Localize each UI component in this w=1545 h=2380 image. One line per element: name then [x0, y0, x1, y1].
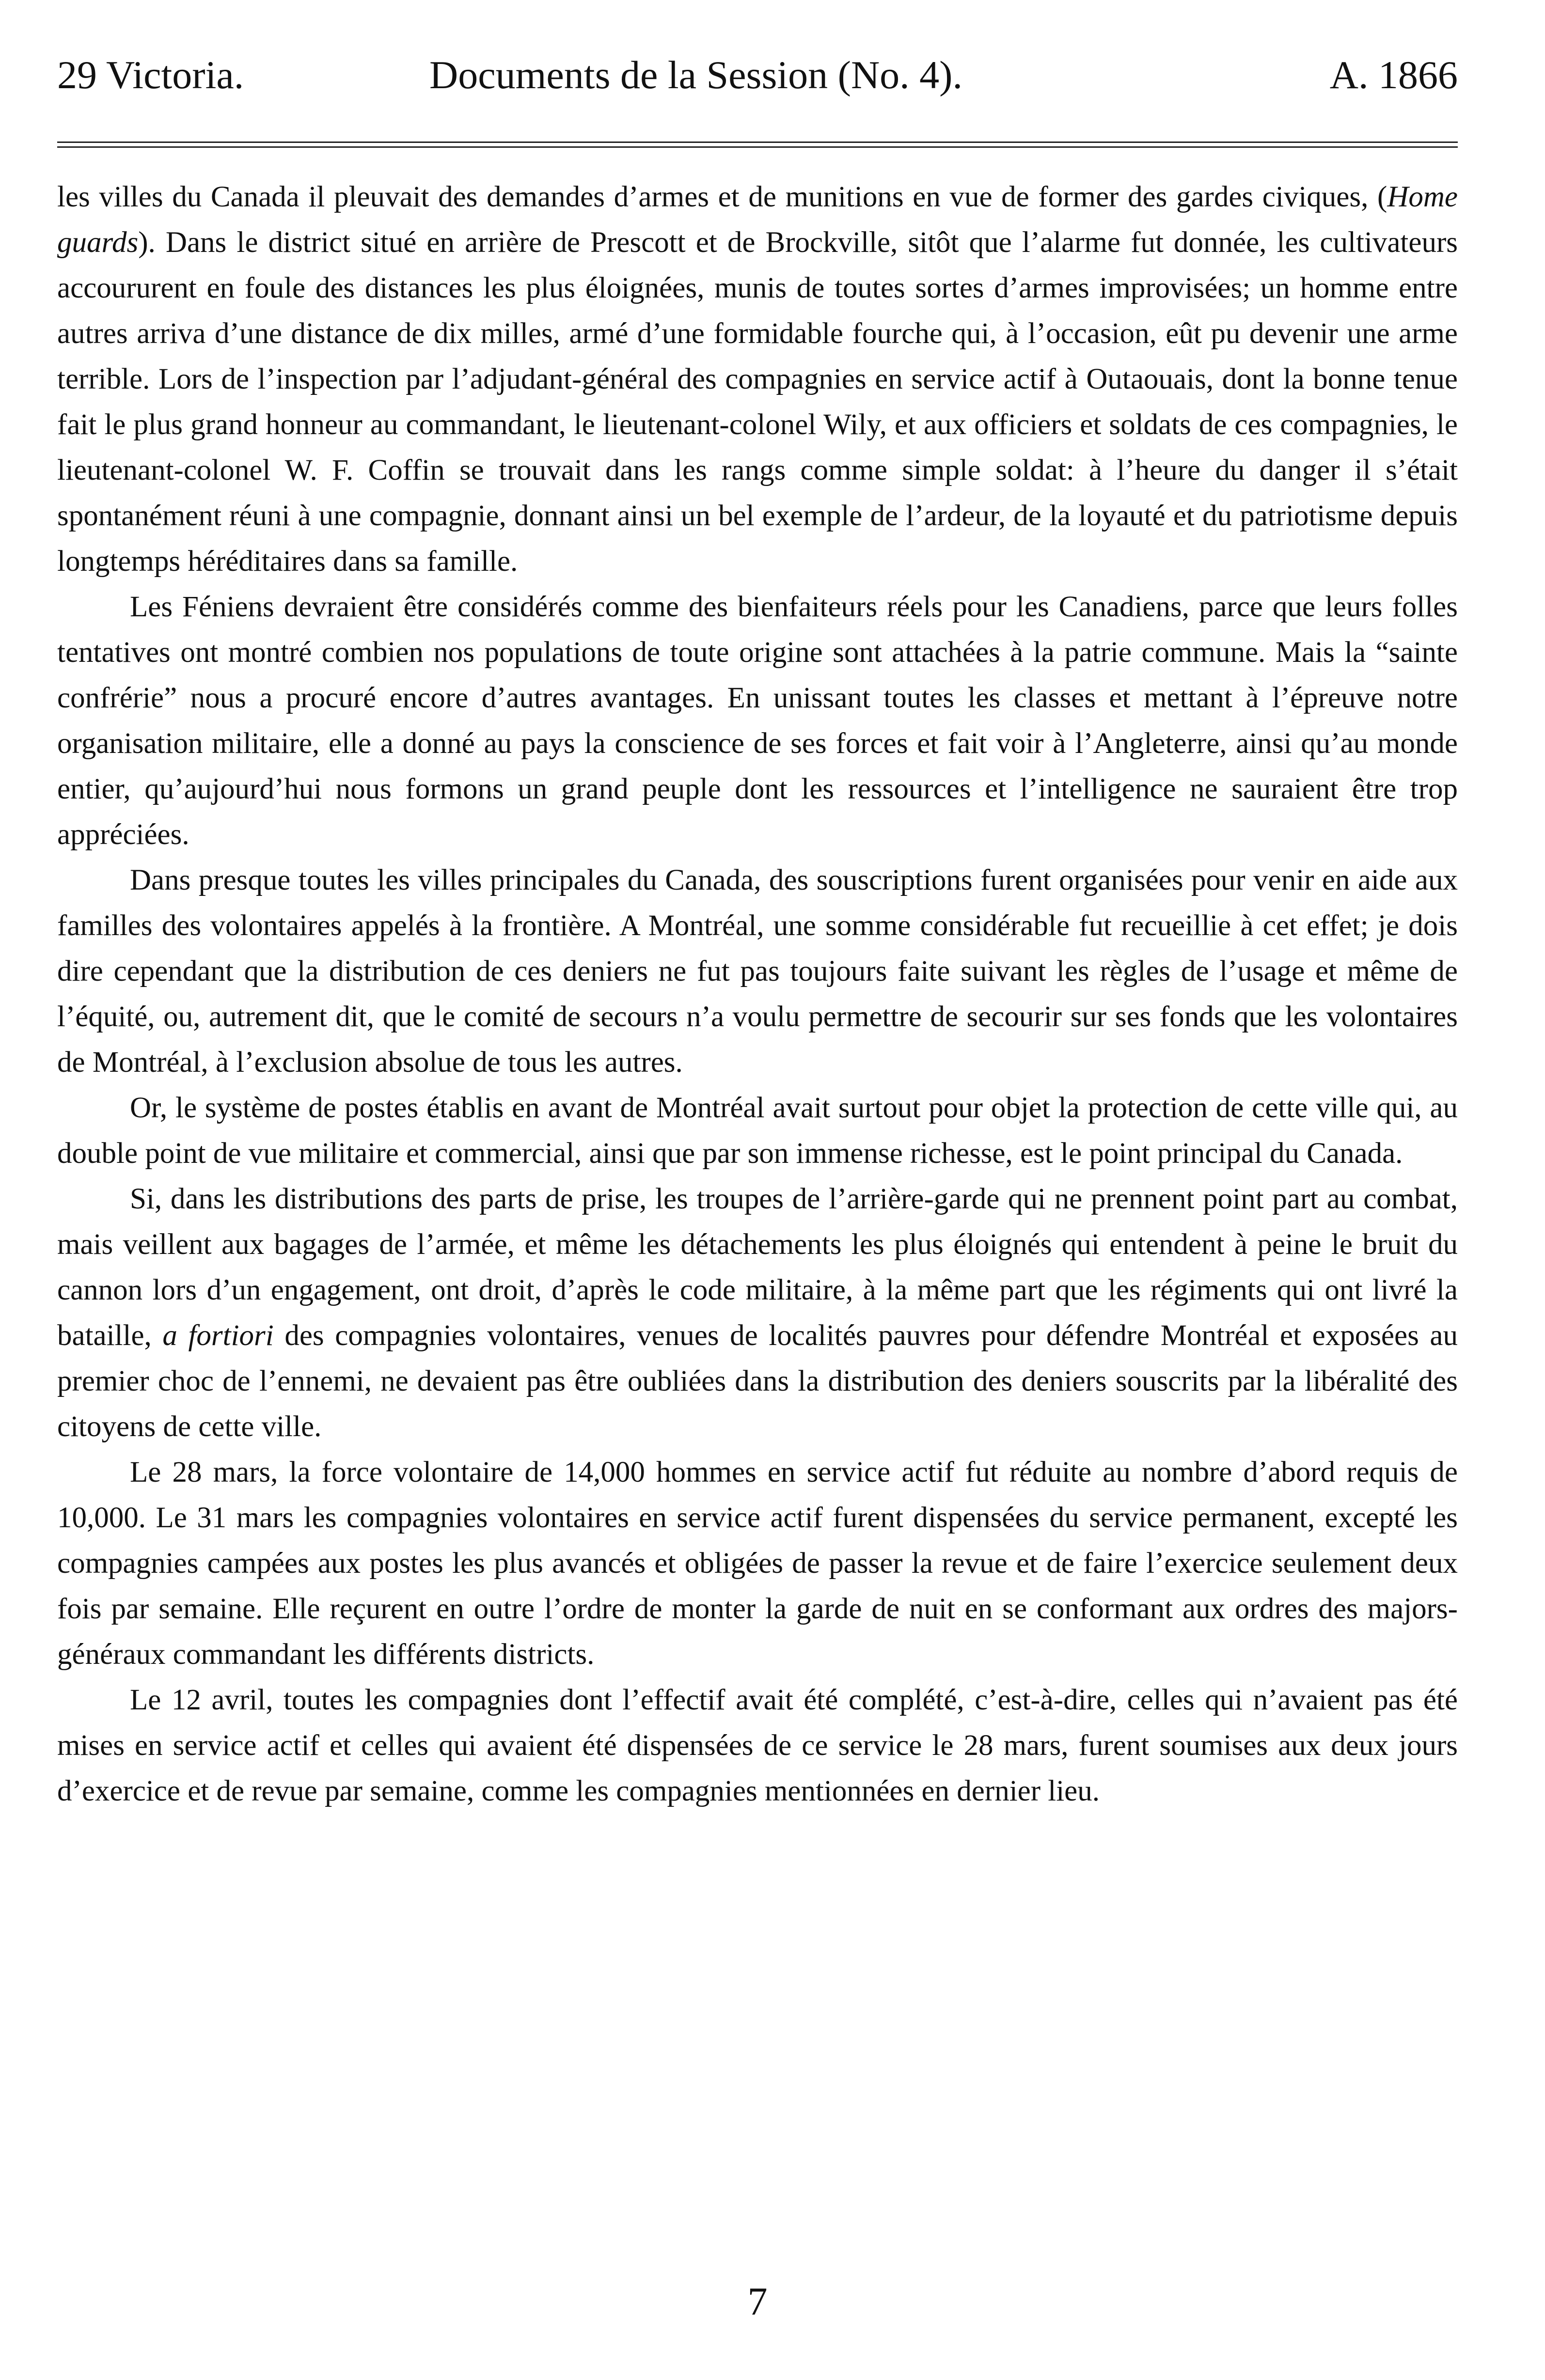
text-segment: Les Féniens devraient être considérés comme des bienfaiteurs réels pour les Canadiens, parce que leurs folles tentatives ont montré combien nos populations de toute origine sont attachées à la patrie commune. Mais la “sainte confrérie” nous a procuré encore d’autres avantages. En unissant toutes les classes et mettant à l’épreuve notre organisation militaire, elle a donné au pays la conscience de ses forces et fait voir à l’Angleterre, ainsi qu’au monde entier, qu’aujourd’hui nous formons un grand peuple dont les ressources et l’intelligence ne sauraient être trop appréciées.	[57, 591, 1458, 851]
paragraph	[57, 1677, 1458, 1814]
header-rule-top	[57, 141, 1458, 143]
page-header	[57, 48, 1458, 102]
text-segment: Or, le système de postes établis en avant de Montréal avait surtout pour objet la protection de cette ville qui, au double point de vue militaire et commercial, ainsi que par son immense richesse, est le point principal du Canada.	[57, 1092, 1458, 1170]
text-segment: les villes du Canada il pleuvait des demandes d’armes et de munitions en vue de former des gardes civiques, (	[57, 181, 1387, 213]
paragraph	[57, 858, 1458, 1085]
text-segment: Dans presque toutes les villes principales du Canada, des souscriptions furent organisées pour venir en aide aux familles des volontaires appelés à la frontière. A Montréal, une somme considérable fut recueillie à cet effet; je dois dire cependant que la distribution de ces deniers ne fut pas toujours faite suivant les règles de l’usage et même de l’équité, ou, autrement dit, que le comité de secours n’a voulu permettre de secourir sur ses fonds que les volontaires de Montréal, à l’exclusion absolue de tous les autres.	[57, 864, 1458, 1079]
document-page	[57, 0, 1458, 2380]
header-year: A. 1866	[1329, 53, 1458, 97]
text-segment: ). Dans le district situé en arrière de Prescott et de Brockville, sitôt que l’alarme fut donnée, les cultivateurs accoururent en foule des distances les plus éloignées, munis de toutes sortes d’armes improvisées; un homme entre autres arriva d’une distance de dix milles, armé d’une formidable fourche qui, à l’occasion, eût pu devenir une arme terrible. Lors de l’inspection par l’adjudant-général des compagnies en service actif à Outaouais, dont la bonne tenue fait le plus grand honneur au commandant, le lieutenant-colonel Wily, et aux officiers et soldats de ces compagnies, le lieutenant-colonel W. F. Coffin se trouvait dans les rangs comme simple soldat: à l’heure du danger il s’était spontanément réuni à une compagnie, donnant ainsi un bel exemple de l’ardeur, de la loyauté et du patriotisme depuis longtemps héréditaires dans sa famille.	[57, 226, 1458, 578]
paragraph	[57, 174, 1458, 584]
text-segment: Le 12 avril, toutes les compagnies dont l’effectif avait été complété, c’est-à-dire, celles qui n’avaient pas été mises en service actif et celles qui avaient été dispensées de ce service le 28 mars, furent soumises aux deux jours d’exercice et de revue par semaine, comme les compagnies mentionnées en dernier lieu.	[57, 1684, 1458, 1807]
text-segment: Si, dans les distributions des parts de prise, les troupes de l’arrière-garde qui ne prennent point part au combat, mais veillent aux bagages de l’armée, et même les détachements les plus éloignés qui entendent à peine le bruit du cannon lors d’un engagement, ont droit, d’après le code militaire, à la même part que les régiments qui ont livré la bataille,	[57, 1183, 1458, 1352]
page-number: 7	[747, 2279, 768, 2323]
italic-segment: Home guards	[57, 181, 1458, 259]
text-segment: des compagnies volontaires, venues de localités pauvres pour défendre Montréal et exposées au premier choc de l’ennemi, ne devaient pas être oubliées dans la distribution des deniers souscrits par la libéralité des citoyens de cette ville.	[57, 1319, 1458, 1443]
header-title: Documents de la Session (No. 4).	[429, 53, 962, 97]
header-volume: 29 Victoria.	[57, 53, 244, 97]
paragraph	[57, 1176, 1458, 1450]
italic-segment: a fortiori	[162, 1319, 274, 1352]
paragraph	[57, 1450, 1458, 1677]
text-segment: Le 28 mars, la force volontaire de 14,000 hommes en service actif fut réduite au nombre d’abord requis de 10,000. Le 31 mars les compagnies volontaires en service actif furent dispensées du service permanent, excepté les compagnies campées aux postes les plus avancés et obligées de passer la revue et de faire l’exercice seulement deux fois par semaine. Elle reçurent en outre l’ordre de monter la garde de nuit en se conformant aux ordres des majors-généraux commandant les différents districts.	[57, 1456, 1458, 1671]
header-rule-bottom	[57, 146, 1458, 148]
body-text	[57, 174, 1458, 1814]
paragraph	[57, 1085, 1458, 1176]
paragraph	[57, 584, 1458, 858]
